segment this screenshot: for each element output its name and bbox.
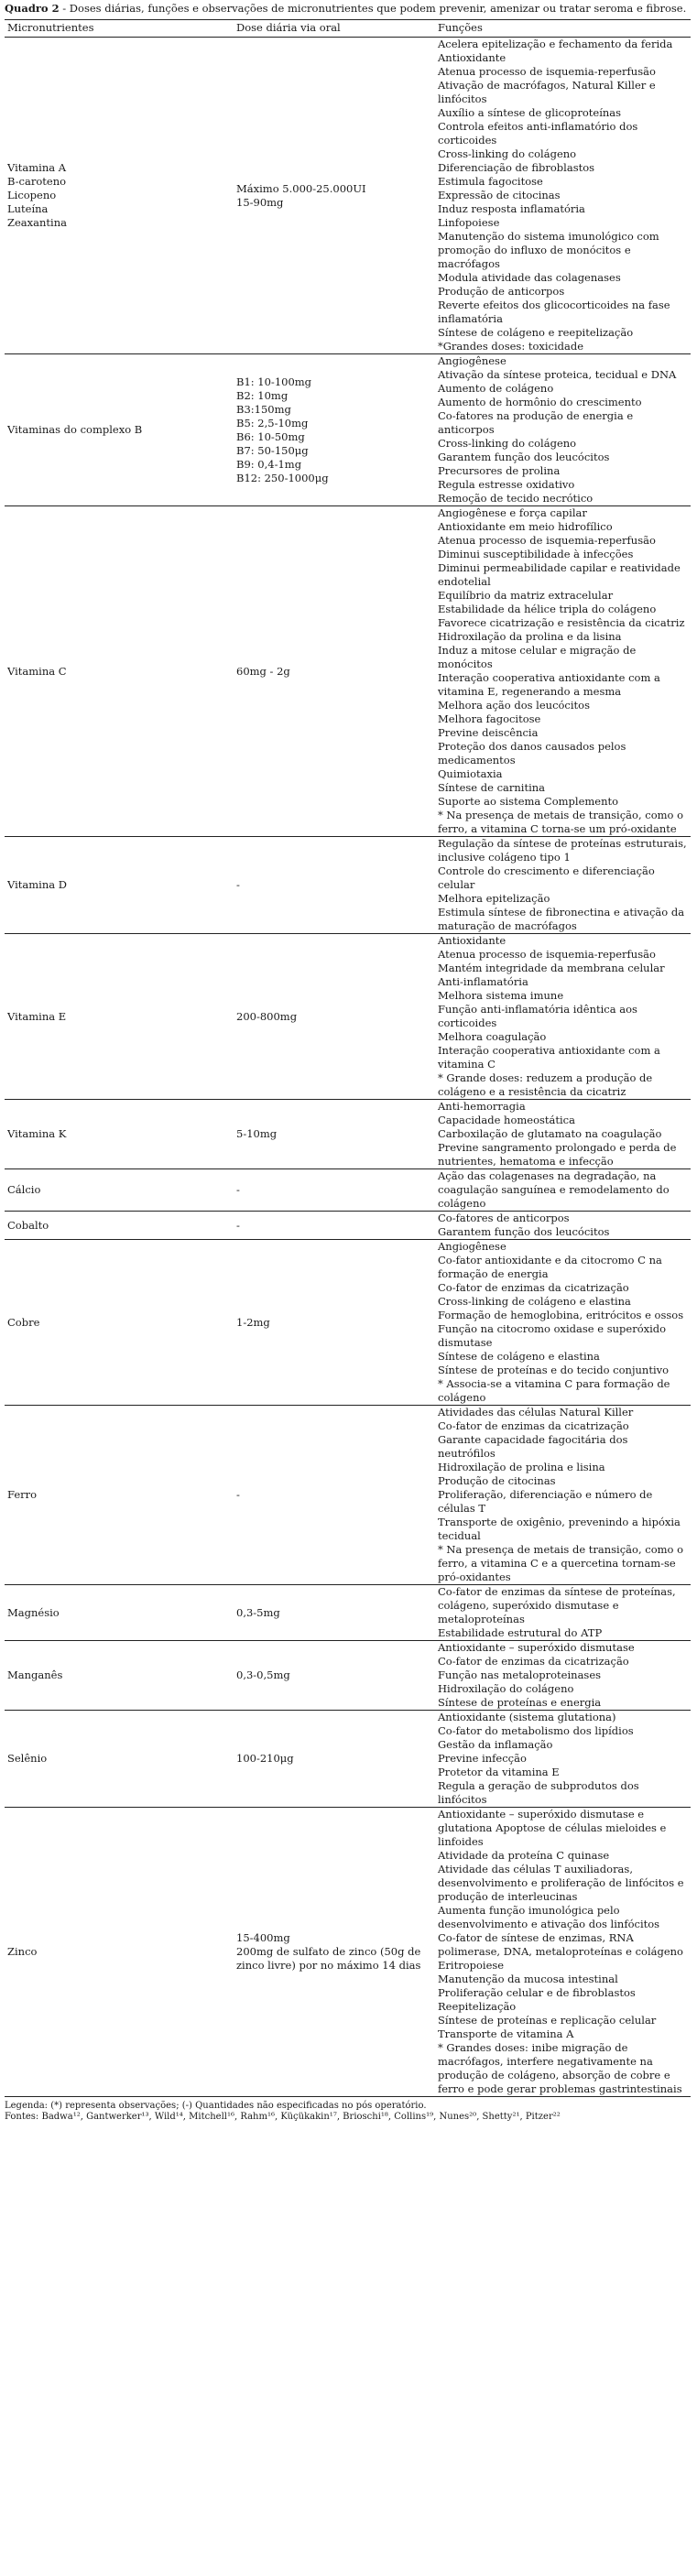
micronutrient-cell xyxy=(5,1169,234,1212)
dose-value: 0,3-0,5mg xyxy=(236,1668,290,1681)
function-item: Mantém integridade da membrana celular xyxy=(438,962,665,974)
function-item: Garantem função dos leucócitos xyxy=(438,451,610,463)
micronutrient-name: Licopeno xyxy=(7,189,57,201)
function-item: Melhora epitelização xyxy=(438,892,550,905)
function-item: Atividades das células Natural Killer xyxy=(438,1406,634,1418)
function-item: Função nas metaloproteinases xyxy=(438,1668,602,1681)
function-item: Estimula síntese de fibronectina e ativação da maturação de macrófagos xyxy=(438,906,685,932)
function-item: Antioxidante (sistema glutationa) xyxy=(438,1711,616,1723)
table-row xyxy=(5,38,691,354)
function-item: Co-fator de enzimas da cicatrização xyxy=(438,1419,629,1432)
function-item: Manutenção da mucosa intestinal xyxy=(438,1973,618,1985)
function-item: Manutenção do sistema imunológico com promoção do influxo de monócitos e macrófagos xyxy=(438,230,659,270)
function-item: Aumento de hormônio do crescimento xyxy=(438,396,642,408)
dose-value: 100-210μg xyxy=(236,1752,294,1765)
function-item: Co-fator de enzimas da síntese de proteínas, colágeno, superóxido dismutase e metaloproteínas xyxy=(438,1585,676,1625)
dose-cell xyxy=(234,934,435,1100)
header-row xyxy=(5,20,691,38)
function-item: Regulação da síntese de proteínas estruturais, inclusive colágeno tipo 1 xyxy=(438,837,687,864)
function-item: Transporte de oxigênio, prevenindo a hipóxia tecidual xyxy=(438,1516,681,1542)
function-item: Antioxidante – superóxido dismutase e glutationa Apoptose de células mieloides e linfoides xyxy=(438,1808,667,1848)
dose-cell xyxy=(234,1169,435,1212)
dose-cell xyxy=(234,1212,435,1240)
micronutrient-name: Vitaminas do complexo B xyxy=(7,423,143,436)
micronutrient-cell xyxy=(5,1711,234,1808)
function-item: Protetor da vitamina E xyxy=(438,1766,560,1778)
table-row xyxy=(5,934,691,1100)
function-item: Remoção de tecido necrótico xyxy=(438,492,594,505)
dose-value: B5: 2,5-10mg xyxy=(236,416,309,429)
function-item: Atenua processo de isquemia-reperfusão xyxy=(438,948,656,961)
header-micronutrient: Micronutrientes xyxy=(5,20,234,38)
function-item: Antioxidante em meio hidrofílico xyxy=(438,520,613,533)
micronutrient-cell xyxy=(5,506,234,837)
functions-cell xyxy=(435,354,691,506)
legend-sources: Fontes: Badwa¹², Gantwerker¹³, Wild¹⁴, Mitchell¹⁶, Rahm¹⁶, Küçükakin¹⁷, Brioschi¹⁸, Collins¹⁹, Nunes²⁰, Shetty²¹, Pitzer²² xyxy=(5,2112,561,2122)
micronutrient-name: Vitamina E xyxy=(7,1009,67,1023)
dose-cell xyxy=(234,1711,435,1808)
micronutrient-cell xyxy=(5,1212,234,1240)
micronutrient-cell xyxy=(5,1100,234,1169)
functions-cell xyxy=(435,1711,691,1808)
function-item: Aumenta função imunológica pelo desenvolvimento e ativação dos linfócitos xyxy=(438,1904,660,1930)
function-item: Cross-linking do colágeno xyxy=(438,147,577,160)
function-item: Diminui permeabilidade capilar e reatividade endotelial xyxy=(438,561,681,588)
function-item: Garantem função dos leucócitos xyxy=(438,1225,610,1238)
function-item: Melhora fagocitose xyxy=(438,712,541,725)
functions-cell xyxy=(435,1406,691,1585)
dose-cell xyxy=(234,38,435,354)
function-item: Síntese de proteínas e energia xyxy=(438,1696,602,1709)
functions-cell xyxy=(435,38,691,354)
function-item: * Grande doses: reduzem a produção de colágeno e a resistência da cicatriz xyxy=(438,1071,653,1098)
micronutrient-name: Zeaxantina xyxy=(7,216,67,229)
dose-cell xyxy=(234,837,435,934)
legend xyxy=(5,2101,692,2123)
functions-cell xyxy=(435,1100,691,1169)
dose-cell xyxy=(234,1585,435,1641)
function-item: Controla efeitos anti-inflamatório dos corticoides xyxy=(438,120,638,147)
micronutrient-name: Luteína xyxy=(7,202,49,215)
dose-cell xyxy=(234,1641,435,1711)
function-item: Hidroxilação do colágeno xyxy=(438,1682,574,1695)
function-item: Atividade das células T auxiliadoras, desenvolvimento e proliferação de linfócitos e produção de interleucinas xyxy=(438,1863,684,1903)
function-item: Suporte ao sistema Complemento xyxy=(438,795,619,808)
function-item: Melhora coagulação xyxy=(438,1030,547,1043)
function-item: Previne infecção xyxy=(438,1752,527,1765)
function-item: Co-fator do metabolismo dos lipídios xyxy=(438,1724,634,1737)
micronutrient-cell xyxy=(5,1406,234,1585)
functions-cell xyxy=(435,1169,691,1212)
function-item: Proteção dos danos causados pelos medicamentos xyxy=(438,740,626,766)
function-item: Previne deiscência xyxy=(438,726,539,739)
function-item: * Na presença de metais de transição, como o ferro, a vitamina C torna-se um pró-oxidante xyxy=(438,809,684,835)
functions-cell xyxy=(435,1585,691,1641)
function-item: Cross-linking de colágeno e elastina xyxy=(438,1295,631,1308)
dose-value: 15-90mg xyxy=(236,195,284,209)
function-item: Angiogênese e força capilar xyxy=(438,506,587,519)
function-item: Favorece cicatrização e resistência da cicatriz xyxy=(438,616,685,629)
function-item: Reverte efeitos dos glicocorticoides na fase inflamatória xyxy=(438,299,670,325)
dose-cell xyxy=(234,1100,435,1169)
micronutrient-cell xyxy=(5,837,234,934)
function-item: Interação cooperativa antioxidante com a vitamina C xyxy=(438,1044,660,1071)
function-item: Anti-inflamatória xyxy=(438,975,528,988)
table-caption xyxy=(5,2,692,16)
function-item: * Associa-se a vitamina C para formação de colágeno xyxy=(438,1377,670,1404)
function-item: Estabilidade estrutural do ATP xyxy=(438,1626,603,1639)
dose-value: 200-800mg xyxy=(236,1009,298,1023)
function-item: Síntese de proteínas e do tecido conjuntivo xyxy=(438,1364,670,1376)
function-item: Linfopoiese xyxy=(438,216,500,229)
function-item: Co-fatores na produção de energia e anticorpos xyxy=(438,409,634,436)
micronutrient-name: Cobalto xyxy=(7,1218,49,1232)
caption-label: Quadro 2 xyxy=(5,2,60,15)
function-item: Atividade da proteína C quinase xyxy=(438,1849,610,1862)
function-item: Proliferação celular e de fibroblastos xyxy=(438,1986,636,1999)
micronutrient-cell xyxy=(5,1240,234,1406)
dose-value: - xyxy=(236,878,240,891)
dose-value: B3:150mg xyxy=(236,402,291,416)
dose-value: 15-400mg xyxy=(236,1931,290,1944)
function-item: Função na citocromo oxidase e superóxido dismutase xyxy=(438,1322,667,1349)
micronutrient-name: B-caroteno xyxy=(7,175,67,188)
function-item: Modula atividade das colagenases xyxy=(438,271,621,284)
function-item: Ativação de macrófagos, Natural Killer e linfócitos xyxy=(438,79,656,105)
dose-value: B9: 0,4-1mg xyxy=(236,457,302,471)
function-item: Antioxidante xyxy=(438,51,506,64)
function-item: Produção de citocinas xyxy=(438,1474,556,1487)
legend-line: Legenda: (*) representa observações; (-) Quantidades não especificadas no pós operatório. xyxy=(5,2101,427,2111)
table-row xyxy=(5,506,691,837)
function-item: Atenua processo de isquemia-reperfusão xyxy=(438,65,656,78)
dose-cell xyxy=(234,1808,435,2097)
function-item: Carboxilação de glutamato na coagulação xyxy=(438,1127,662,1140)
micronutrient-name: Cálcio xyxy=(7,1183,41,1196)
function-item: Diferenciação de fibroblastos xyxy=(438,161,595,174)
dose-value: - xyxy=(236,1183,240,1196)
function-item: * Grandes doses: inibe migração de macrófagos, interfere negativamente na produção de colágeno, absorção de cobre e ferro e pode gerar problemas gastrintestinais xyxy=(438,2041,682,2095)
micronutrient-name: Vitamina D xyxy=(7,878,67,891)
dose-cell xyxy=(234,354,435,506)
micronutrient-cell xyxy=(5,1641,234,1711)
function-item: Síntese de colágeno e reepitelização xyxy=(438,326,634,339)
function-item: Co-fator de enzimas da cicatrização xyxy=(438,1655,629,1668)
micronutrient-cell xyxy=(5,1808,234,2097)
dose-value: 0,3-5mg xyxy=(236,1605,280,1619)
function-item: Equilíbrio da matriz extracelular xyxy=(438,589,614,602)
table-row xyxy=(5,837,691,934)
table-row xyxy=(5,1212,691,1240)
dose-value: B1: 10-100mg xyxy=(236,375,312,388)
function-item: Anti-hemorragia xyxy=(438,1100,526,1113)
function-item: Aumento de colágeno xyxy=(438,382,554,395)
function-item: Induz a mitose celular e migração de monócitos xyxy=(438,644,637,670)
function-item: Acelera epitelização e fechamento da ferida xyxy=(438,38,673,50)
function-item: Síntese de colágeno e elastina xyxy=(438,1350,600,1363)
function-item: Antioxidante – superóxido dismutase xyxy=(438,1641,635,1654)
function-item: Reepitelização xyxy=(438,2000,517,2013)
dose-value: - xyxy=(236,1218,240,1232)
micronutrient-name: Manganês xyxy=(7,1668,63,1681)
dose-value: 1-2mg xyxy=(236,1315,270,1329)
micronutrient-name: Ferro xyxy=(7,1488,38,1501)
micronutrient-name: Selênio xyxy=(7,1752,48,1765)
micronutrients-table xyxy=(5,19,691,2097)
header-dose: Dose diária via oral xyxy=(234,20,435,38)
function-item: Função anti-inflamatória idêntica aos corticoides xyxy=(438,1003,637,1029)
table-row xyxy=(5,1169,691,1212)
table-row xyxy=(5,1711,691,1808)
micronutrient-cell xyxy=(5,934,234,1100)
function-item: Regula a geração de subprodutos dos linfócitos xyxy=(438,1779,639,1806)
function-item: Ativação da síntese proteica, tecidual e DNA xyxy=(438,368,677,381)
micronutrient-cell xyxy=(5,38,234,354)
function-item: Estabilidade da hélice tripla do colágeno xyxy=(438,603,657,615)
dose-value: B6: 10-50mg xyxy=(236,429,305,443)
function-item: Quimiotaxia xyxy=(438,767,503,780)
dose-cell xyxy=(234,1240,435,1406)
dose-value: 200mg de sulfato de zinco (50g de zinco livre) por no máximo 14 dias xyxy=(236,1945,421,1972)
function-item: Eritropoiese xyxy=(438,1959,505,1972)
dose-value: B12: 250-1000μg xyxy=(236,471,329,484)
table-row xyxy=(5,1406,691,1585)
function-item: Capacidade homeostática xyxy=(438,1114,575,1126)
micronutrient-cell xyxy=(5,1585,234,1641)
function-item: Cross-linking do colágeno xyxy=(438,437,577,450)
micronutrient-cell xyxy=(5,354,234,506)
function-item: Co-fator antioxidante e da citocromo C na formação de energia xyxy=(438,1254,662,1280)
function-item: Melhora sistema imune xyxy=(438,989,564,1002)
function-item: Hidroxilação de prolina e lisina xyxy=(438,1461,605,1473)
function-item: *Grandes doses: toxicidade xyxy=(438,340,584,353)
function-item: * Na presença de metais de transição, como o ferro, a vitamina C e a quercetina tornam-se pró-oxidantes xyxy=(438,1543,684,1583)
function-item: Precursores de prolina xyxy=(438,464,561,477)
functions-cell xyxy=(435,1212,691,1240)
dose-value: 5-10mg xyxy=(236,1127,278,1140)
function-item: Formação de hemoglobina, eritrócitos e ossos xyxy=(438,1309,684,1321)
dose-value: B7: 50-150μg xyxy=(236,443,309,457)
table-row xyxy=(5,1641,691,1711)
function-item: Hidroxilação da prolina e da lisina xyxy=(438,630,622,643)
micronutrient-name: Cobre xyxy=(7,1315,40,1329)
dose-value: - xyxy=(236,1488,240,1501)
functions-cell xyxy=(435,1240,691,1406)
functions-cell xyxy=(435,837,691,934)
function-item: Produção de anticorpos xyxy=(438,285,565,298)
dose-value: B2: 10mg xyxy=(236,388,289,402)
function-item: Co-fator de enzimas da cicatrização xyxy=(438,1281,629,1294)
micronutrient-name: Vitamina C xyxy=(7,664,67,678)
function-item: Estimula fagocitose xyxy=(438,175,543,188)
function-item: Co-fator de síntese de enzimas, RNA polimerase, DNA, metaloproteínas e colágeno xyxy=(438,1931,683,1958)
functions-cell xyxy=(435,1808,691,2097)
table-row xyxy=(5,1585,691,1641)
function-item: Regula estresse oxidativo xyxy=(438,478,575,491)
function-item: Controle do crescimento e diferenciação celular xyxy=(438,864,655,891)
function-item: Ação das colagenases na degradação, na coagulação sanguínea e remodelamento do colágeno xyxy=(438,1169,670,1210)
micronutrient-name: Vitamina A xyxy=(7,161,67,174)
dose-value: Máximo 5.000-25.000UI xyxy=(236,181,366,195)
function-item: Angiogênese xyxy=(438,354,506,367)
function-item: Diminui susceptibilidade à infecções xyxy=(438,548,634,560)
function-item: Expressão de citocinas xyxy=(438,189,561,201)
function-item: Garante capacidade fagocitária dos neutrófilos xyxy=(438,1433,628,1460)
dose-cell xyxy=(234,506,435,837)
function-item: Induz resposta inflamatória xyxy=(438,202,585,215)
functions-cell xyxy=(435,1641,691,1711)
dose-value: 60mg - 2g xyxy=(236,664,290,678)
function-item: Gestão da inflamação xyxy=(438,1738,553,1751)
function-item: Síntese de proteínas e replicação celular xyxy=(438,2014,657,2027)
functions-cell xyxy=(435,934,691,1100)
function-item: Co-fatores de anticorpos xyxy=(438,1212,570,1224)
table-row xyxy=(5,1100,691,1169)
table-row xyxy=(5,1240,691,1406)
function-item: Interação cooperativa antioxidante com a vitamina E, regenerando a mesma xyxy=(438,671,660,698)
function-item: Antioxidante xyxy=(438,934,506,947)
function-item: Atenua processo de isquemia-reperfusão xyxy=(438,534,656,547)
function-item: Previne sangramento prolongado e perda de nutrientes, hematoma e infecção xyxy=(438,1141,677,1168)
micronutrient-name: Vitamina K xyxy=(7,1127,67,1140)
caption-text: - Doses diárias, funções e observações de micronutrientes que podem prevenir, amenizar ou tratar seroma e fibrose. xyxy=(59,2,687,15)
functions-cell xyxy=(435,506,691,837)
function-item: Angiogênese xyxy=(438,1240,506,1253)
function-item: Melhora ação dos leucócitos xyxy=(438,699,590,712)
micronutrient-name: Magnésio xyxy=(7,1605,60,1619)
function-item: Proliferação, diferenciação e número de células T xyxy=(438,1488,653,1515)
dose-cell xyxy=(234,1406,435,1585)
micronutrient-name: Zinco xyxy=(7,1945,38,1958)
header-functions: Funções xyxy=(435,20,691,38)
function-item: Síntese de carnitina xyxy=(438,781,546,794)
function-item: Transporte de vitamina A xyxy=(438,2027,574,2040)
table-row xyxy=(5,354,691,506)
table-body xyxy=(5,38,691,2097)
table-row xyxy=(5,1808,691,2097)
function-item: Auxílio a síntese de glicoproteínas xyxy=(438,106,622,119)
